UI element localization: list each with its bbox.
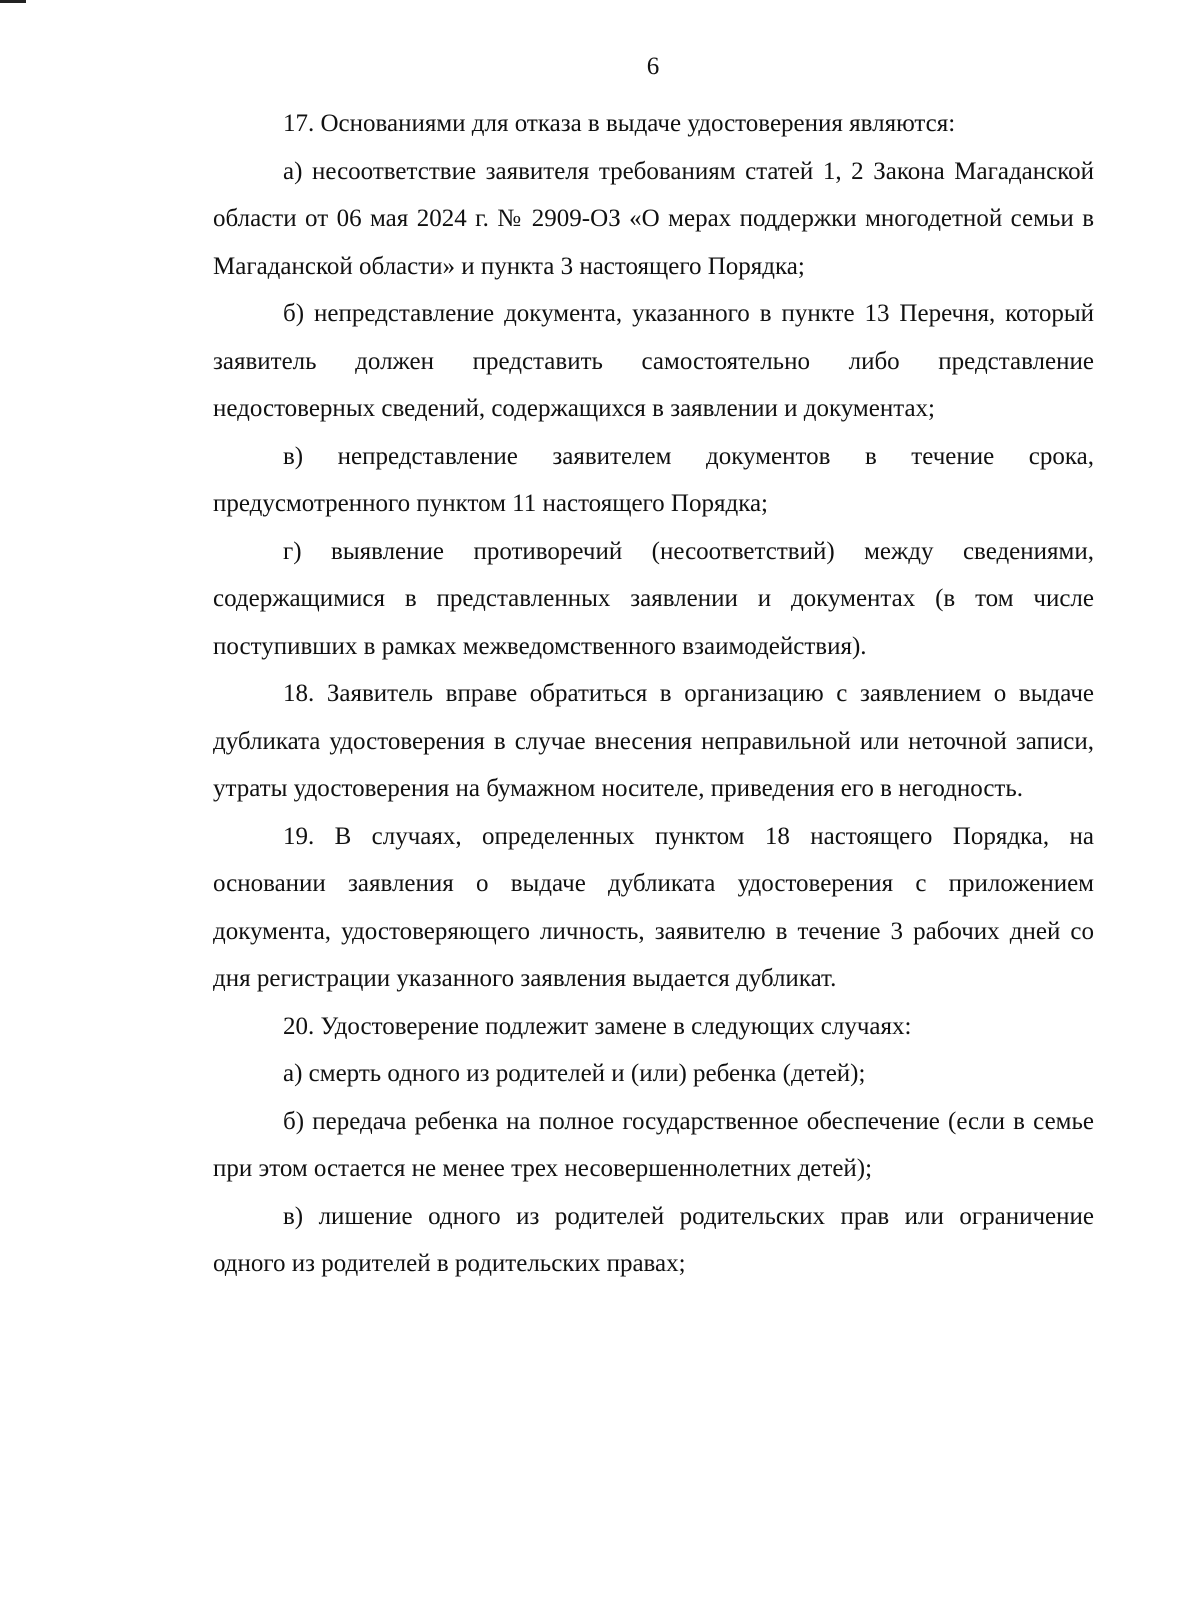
paragraph-19: 19. В случаях, определенных пунктом 18 настоящего Порядка, на основании заявления о выдаче дубликата удостоверения с приложением документа, удостоверяющего личность, заявителю в течение 3 рабочих дней со дня регистрации указанного заявления выдается дубликат. [213,822,1094,992]
paragraph-17-g: г) выявление противоречий (несоответствий) между сведениями, содержащимися в представленных заявлении и документах (в том числе поступивших в рамках межведомственного взаимодействия). [213,537,1094,660]
paragraph-20-b: б) передача ребенка на полное государственное обеспечение (если в семье при этом остается не менее трех несовершеннолетних детей); [213,1107,1094,1182]
paragraph-17: 17. Основаниями для отказа в выдаче удостоверения являются: [283,110,956,137]
paragraph-17-b: б) непредставление документа, указанного в пункте 13 Перечня, который заявитель должен представить самостоятельно либо представление недостоверных сведений, содержащихся в заявлении и документах; [213,300,1094,422]
scan-corner-mark [0,0,26,3]
paragraph-20: 20. Удостоверение подлежит замене в следующих случаях: [283,1012,912,1040]
page-number: 6 [646,53,660,80]
document-body [213,100,1094,1288]
paragraph-17-v: в) непредставление заявителем документов в течение срока, предусмотренного пунктом 11 настоящего Порядка; [213,442,1094,517]
paragraph-20-a: а) смерть одного из родителей и (или) ребенка (детей); [283,1060,866,1087]
paragraph-17-a: а) несоответствие заявителя требованиям статей 1, 2 Закона Магаданской области от 06 мая 2024 г. № 2909-ОЗ «О мерах поддержки многодетной семьи в Магаданской области» и пункта 3 настоящего Порядка; [213,157,1094,280]
paragraph-18: 18. Заявитель вправе обратиться в организацию с заявлением о выдаче дубликата удостоверения в случае внесения неправильной или неточной записи, утраты удостоверения на бумажном носителе, приведения его в негодность. [213,680,1094,802]
paragraph-20-v: в) лишение одного из родителей родительских прав или ограничение одного из родителей в родительских правах; [213,1202,1094,1277]
